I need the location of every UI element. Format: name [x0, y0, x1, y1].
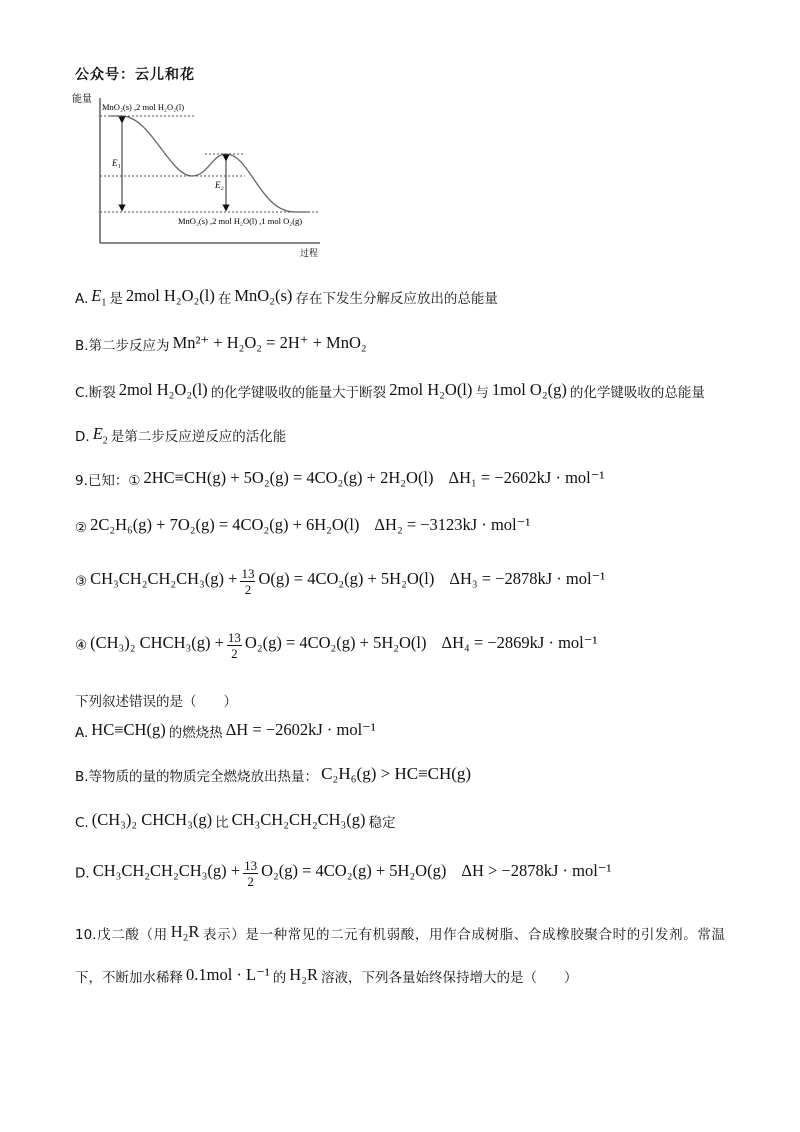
q9-option-d: D. CH₃CH₂CH₂CH₃(g) + $\frac{13}{2}$ O₂(g) = 4CO₂(g) + 5H₂O(g) ΔH > −2878kJ · mol⁻¹ [75, 858, 612, 889]
product-label: MnO₂(s) ,2 mol H₂O(l) ,1 mol O₂(g) [178, 216, 303, 226]
q9-option-b: B.等物质的量的物质完全燃烧放出热量： C₂H₆(g) > HC≡CH(g) [75, 764, 472, 785]
y-axis-label: 能量 [72, 94, 92, 105]
fraction: $\frac{13}{2}$ [241, 566, 255, 597]
q8-option-b: B.第二步反应为 Mn²⁺ + H₂O₂ = 2H⁺ + MnO₂ [75, 333, 367, 354]
q9-reaction-2: ② 2C₂H₆(g) + 7O₂(g) = 4CO₂(g) + 6H₂O(l) ΔH₂ = −3123kJ · mol⁻¹ [75, 515, 531, 536]
q8-option-d: D. $E_2$ 是第二步反应逆反应的活化能 [75, 424, 287, 447]
q8-option-a: A. $E_1$ 是 2mol H₂O₂(l) 在 MnO₂(s) 存在下发生分解反应放出的总能量 [75, 286, 498, 309]
fraction: $\frac{13}{2}$ [227, 630, 241, 661]
e2-label: E₂ [215, 180, 224, 190]
q9-option-c: C. (CH₃)₂ CHCH₃(g) 比 CH₃CH₂CH₂CH₃(g) 稳定 [75, 810, 396, 831]
x-axis-label: 过程 [300, 248, 319, 258]
q9-reaction-1: 9.已知：① 2HC≡CH(g) + 5O₂(g) = 4CO₂(g) + 2H₂O(l) ΔH₁ = −2602kJ · mol⁻¹ [75, 468, 605, 489]
q9-option-a: A. HC≡CH(g) 的燃烧热 ΔH = −2602kJ · mol⁻¹ [75, 720, 376, 741]
energy-diagram [70, 88, 340, 260]
q9-question: 下列叙述错误的是（ ） [75, 694, 237, 710]
header-account: 公众号：云儿和花 [75, 67, 195, 83]
energy-curve [110, 116, 310, 212]
e1-label: E₁ [112, 158, 121, 168]
q9-reaction-4: ④ (CH₃)₂ CHCH₃(g) + $\frac{13}{2}$ O₂(g) = 4CO₂(g) + 5H₂O(l) ΔH₄ = −2869kJ · mol⁻¹ [75, 630, 598, 661]
q9-reaction-3: ③ CH₃CH₂CH₂CH₃(g) + $\frac{13}{2}$ O(g) = 4CO₂(g) + 5H₂O(l) ΔH₃ = −2878kJ · mol⁻¹ [75, 566, 606, 597]
reactant-label: MnO₂(s) ,2 mol H₂O₂(l) [102, 102, 185, 112]
q8-option-c: C.断裂 2mol H₂O₂(l) 的化学键吸收的能量大于断裂 2mol H₂O(l) 与 1mol O₂(g) 的化学键吸收的总能量 [75, 380, 705, 401]
fraction: $\frac{13}{2}$ [244, 858, 258, 889]
q10-question: 10.戊二酸（用 H₂R 表示）是一种常见的二元有机弱酸，用作合成树脂、合成橡胶聚合时的引发剂。常温下，不断加水稀释 0.1mol · L⁻¹ 的 H₂R 溶液，下列各量始终保持增大的是（ ） [75, 922, 725, 986]
